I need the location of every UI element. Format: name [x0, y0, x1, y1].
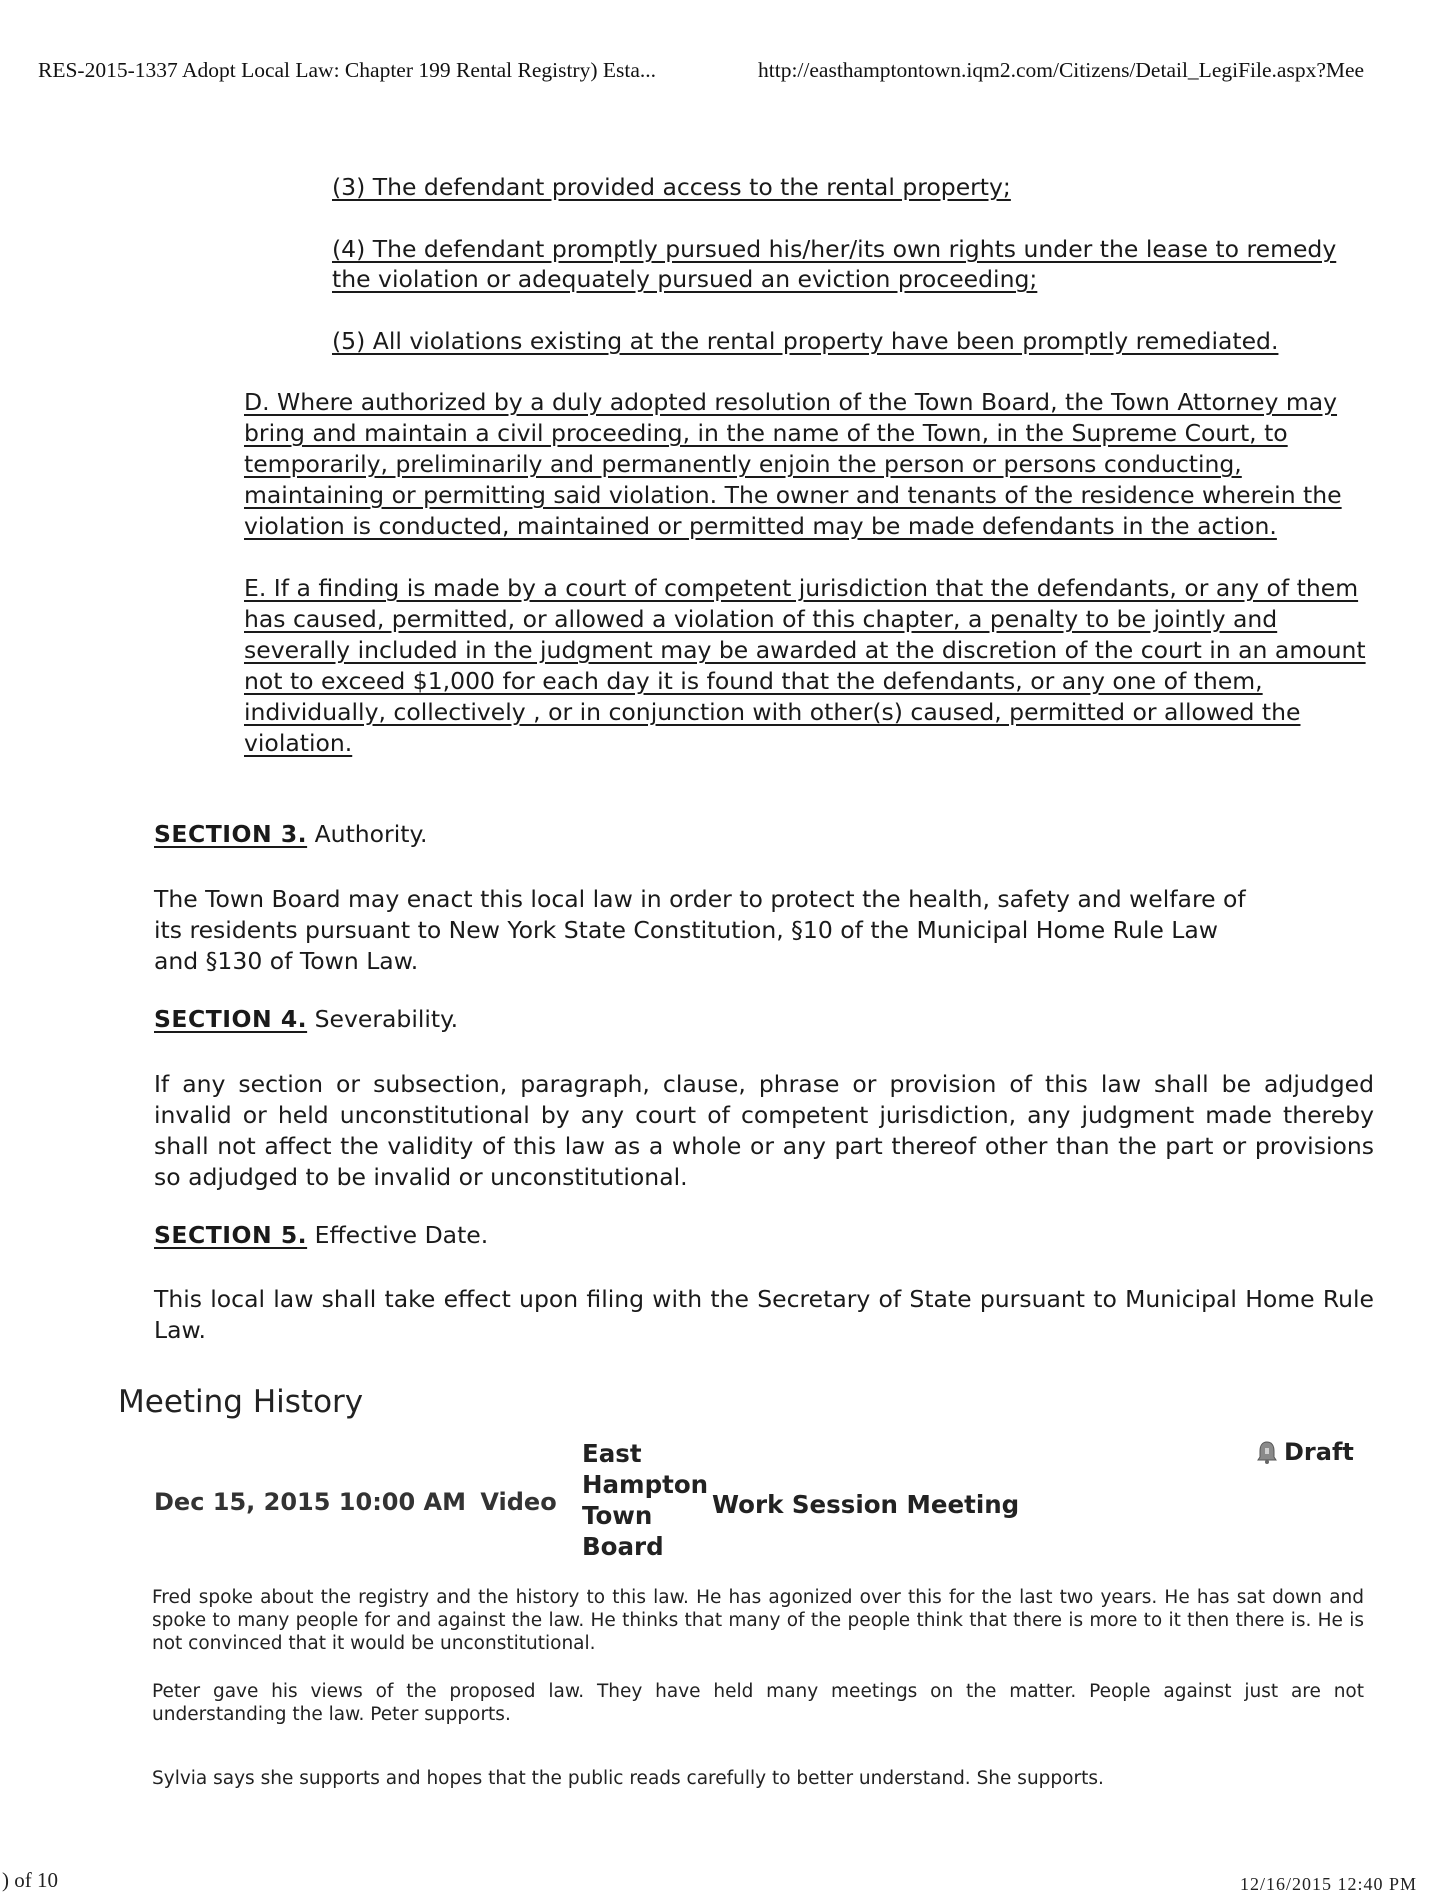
meeting-note: Sylvia says she supports and hopes that the public reads carefully to better understand. She supports.	[152, 1768, 1104, 1789]
subsection-5: (5) All violations existing at the rental property have been promptly remediated.	[332, 327, 1279, 355]
print-date: 12/16/2015 12:40 PM	[1240, 1874, 1418, 1894]
section-3-heading	[154, 820, 427, 848]
section-3-label: SECTION 3.	[154, 820, 308, 848]
print-header-title: RES-2015-1337 Adopt Local Law: Chapter 199 Rental Registry) Esta...	[38, 58, 657, 82]
page-number: ) of 10	[2, 1868, 58, 1892]
section-4-title: Severability.	[314, 1005, 459, 1033]
video-link[interactable]: Video	[480, 1488, 557, 1516]
print-header-url: http://easthamptontown.iqm2.com/Citizens/Detail_LegiFile.aspx?Mee	[758, 58, 1365, 82]
meeting-date	[154, 1488, 557, 1516]
meeting-note: Peter gave his views of the proposed law. They have held many meetings on the matter. People against just are not understanding the law. Peter supports.	[152, 1681, 1364, 1725]
meeting-date-text: Dec 15, 2015 10:00 AM	[154, 1488, 467, 1516]
paragraph-d: D. Where authorized by a duly adopted resolution of the Town Board, the Town Attorney may bring and maintain a civil proceeding, in the name of the Town, in the Supreme Court, to temporarily, preliminarily and permanently enjoin the person or persons conducting, maintaining or permitting said violation. The owner and tenants of the residence wherein the violation is conducted, maintained or permitted may be made defendants in the action.	[244, 388, 1342, 540]
print-footer	[0, 1868, 1450, 1900]
meeting-body-line: Town	[582, 1501, 653, 1530]
paragraph-e: E. If a finding is made by a court of competent jurisdiction that the defendants, or any of them has caused, permitted, or allowed a violation of this chapter, a penalty to be jointly and severally included in the judgment may be awarded at the discretion of the court in an amount not to exceed $1,000 for each day it is found that the defendants, or any one of them, individually, collectively , or in conjunction with other(s) caused, permitted or allowed the violation.	[244, 574, 1366, 757]
section-3-body: The Town Board may enact this local law in order to protect the health, safety and welfare of its residents pursuant to New York State Constitution, §10 of the Municipal Home Rule Law and §130 of Town Law.	[154, 885, 1246, 975]
meeting-note: Fred spoke about the registry and the history to this law. He has agonized over this for the last two years. He has sat down and spoke to many people for and against the law. He thinks that many of the people think that there is more to it then there is. He is not convinced that it would be unconstitutional.	[152, 1587, 1364, 1654]
section-5-body: This local law shall take effect upon filing with the Secretary of State pursuant to Municipal Home Rule Law.	[154, 1285, 1374, 1344]
meeting-row	[0, 1438, 1450, 1568]
meeting-type: Work Session Meeting	[712, 1490, 1020, 1519]
draft-icon	[1256, 1440, 1278, 1464]
meeting-history-title: Meeting History	[118, 1384, 364, 1420]
section-4-label: SECTION 4.	[154, 1005, 308, 1033]
section-4-body: If any section or subsection, paragraph, clause, phrase or provision of this law shall be adjudged invalid or held unconstitutional by any court of competent jurisdiction, any judgment made thereby shall not affect the validity of this law as a whole or any part thereof other than the part or provisions so adjudged to be invalid or unconstitutional.	[154, 1070, 1374, 1191]
subsection-3: (3) The defendant provided access to the rental property;	[332, 173, 1011, 201]
section-5-title: Effective Date.	[314, 1221, 489, 1249]
print-header	[38, 58, 1438, 83]
meeting-body	[582, 1438, 712, 1562]
section-5-label: SECTION 5.	[154, 1221, 308, 1249]
meeting-body-line: East	[582, 1439, 642, 1468]
section-5-heading	[154, 1221, 488, 1249]
section-3-title: Authority.	[314, 820, 428, 848]
meeting-status-label: Draft	[1284, 1438, 1354, 1466]
meeting-body-line: Board	[582, 1532, 664, 1561]
section-4-heading	[154, 1005, 458, 1033]
meeting-body-line: Hampton	[582, 1470, 709, 1499]
subsection-4: (4) The defendant promptly pursued his/her/its own rights under the lease to remedy the violation or adequately pursued an eviction proceeding;	[332, 235, 1337, 293]
meeting-status[interactable]	[1256, 1438, 1354, 1466]
